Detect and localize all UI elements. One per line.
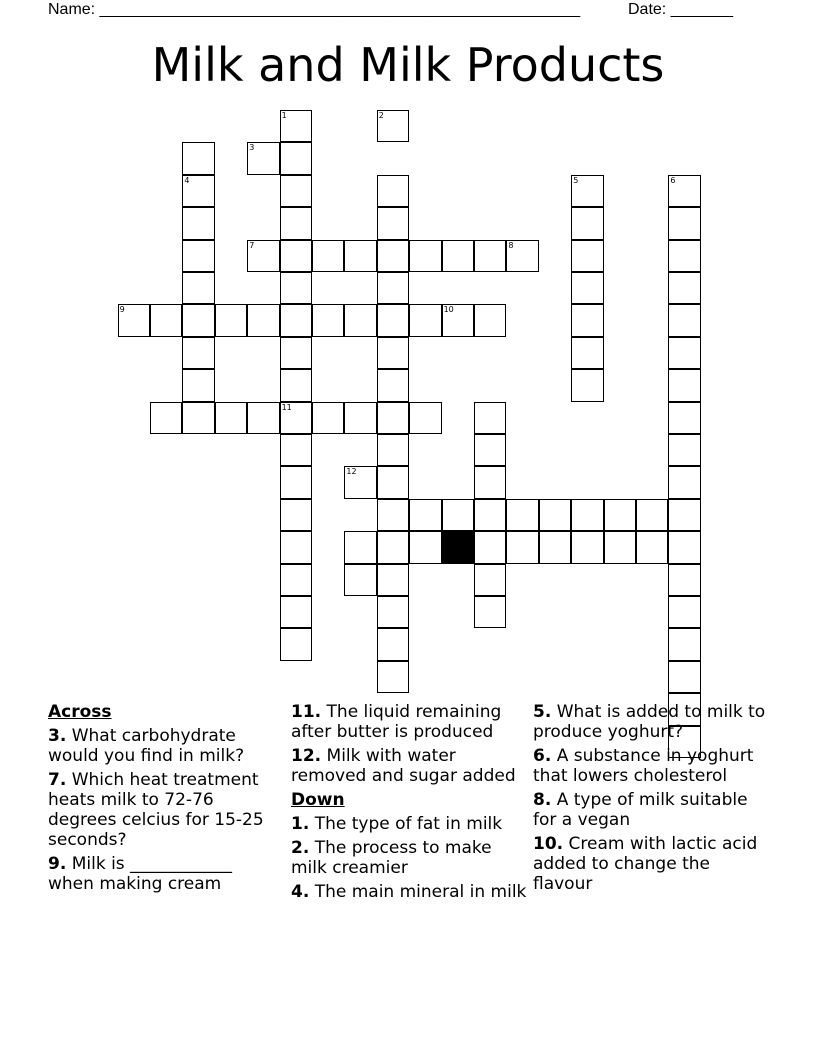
- crossword-cell[interactable]: [442, 240, 474, 272]
- crossword-cell[interactable]: [280, 434, 312, 466]
- crossword-cell[interactable]: [668, 628, 700, 660]
- clues-column-1: [48, 702, 283, 898]
- crossword-cell[interactable]: [377, 661, 409, 693]
- crossword-cell[interactable]: [571, 531, 603, 563]
- crossword-cell[interactable]: [571, 272, 603, 304]
- crossword-cell[interactable]: [280, 466, 312, 498]
- crossword-cell[interactable]: [474, 466, 506, 498]
- crossword-cell[interactable]: [442, 499, 474, 531]
- crossword-cell[interactable]: [182, 402, 214, 434]
- clue-across-12: 12. Milk with water removed and sugar added: [291, 746, 516, 786]
- crossword-cell[interactable]: [344, 531, 376, 563]
- crossword-cell[interactable]: [182, 369, 214, 401]
- crossword-cell[interactable]: [668, 175, 700, 207]
- crossword-cell[interactable]: [409, 240, 441, 272]
- crossword-cell[interactable]: [668, 207, 700, 239]
- crossword-cell[interactable]: [280, 175, 312, 207]
- crossword-cell[interactable]: [636, 531, 668, 563]
- crossword-cell[interactable]: [377, 466, 409, 498]
- crossword-cell[interactable]: [182, 240, 214, 272]
- crossword-cell[interactable]: [668, 596, 700, 628]
- crossword-cell[interactable]: [571, 499, 603, 531]
- crossword-cell[interactable]: [344, 564, 376, 596]
- crossword-cell[interactable]: [377, 531, 409, 563]
- clue-number: 6: [670, 175, 676, 185]
- down-heading: Down: [291, 790, 345, 810]
- crossword-cell[interactable]: [182, 304, 214, 336]
- crossword-cell[interactable]: [312, 402, 344, 434]
- crossword-cell[interactable]: [312, 304, 344, 336]
- crossword-cell[interactable]: [377, 240, 409, 272]
- crossword-cell[interactable]: [377, 564, 409, 596]
- crossword-cell[interactable]: [182, 175, 214, 207]
- crossword-cell[interactable]: [280, 369, 312, 401]
- crossword-cell[interactable]: [474, 499, 506, 531]
- crossword-cell[interactable]: [280, 628, 312, 660]
- crossword-cell[interactable]: [506, 531, 538, 563]
- crossword-cell[interactable]: [344, 240, 376, 272]
- crossword-cell[interactable]: [409, 499, 441, 531]
- clue-down-5: 5. What is added to milk to produce yoghurt?: [533, 702, 766, 742]
- crossword-cell[interactable]: [377, 207, 409, 239]
- clue-number: 8: [508, 240, 514, 250]
- crossword-cell[interactable]: [247, 240, 279, 272]
- crossword-cell[interactable]: [377, 272, 409, 304]
- crossword-cell[interactable]: [668, 434, 700, 466]
- crossword-cell[interactable]: [668, 337, 700, 369]
- clue-number: 5: [573, 175, 579, 185]
- crossword-cell[interactable]: [539, 531, 571, 563]
- crossword-cell[interactable]: [409, 531, 441, 563]
- crossword-cell[interactable]: [377, 434, 409, 466]
- crossword-cell[interactable]: [377, 175, 409, 207]
- crossword-cell[interactable]: [377, 337, 409, 369]
- crossword-cell[interactable]: [280, 499, 312, 531]
- crossword-cell[interactable]: [118, 304, 150, 336]
- crossword-cell[interactable]: [668, 240, 700, 272]
- crossword-cell[interactable]: [344, 402, 376, 434]
- crossword-cell[interactable]: [280, 596, 312, 628]
- crossword-cell[interactable]: [377, 369, 409, 401]
- crossword-cell[interactable]: [247, 402, 279, 434]
- clue-number: 1: [281, 111, 287, 120]
- clue-across-7: 7. Which heat treatment heats milk to 72-76 degrees celcius for 15-25 seconds?: [48, 770, 264, 850]
- clue-number: 4: [184, 175, 190, 185]
- crossword-cell[interactable]: [182, 207, 214, 239]
- clue-down-6: 6. A substance in yoghurt that lowers cholesterol: [533, 746, 754, 786]
- crossword-cell[interactable]: [247, 142, 279, 174]
- crossword-cell[interactable]: [377, 110, 409, 142]
- crossword-cell[interactable]: [280, 564, 312, 596]
- clue-down-8: 8. A type of milk suitable for a vegan: [533, 790, 748, 830]
- crossword-cell[interactable]: [668, 466, 700, 498]
- crossword-cell[interactable]: [668, 402, 700, 434]
- crossword-cell[interactable]: [182, 142, 214, 174]
- crossword-cell[interactable]: [280, 110, 312, 142]
- crossword-cell[interactable]: [571, 240, 603, 272]
- crossword-cell[interactable]: [474, 434, 506, 466]
- crossword-cell[interactable]: [150, 402, 182, 434]
- crossword-cell[interactable]: [344, 466, 376, 498]
- clue-down-10: 10. Cream with lactic acid added to change the flavour: [533, 834, 758, 894]
- crossword-cell[interactable]: [377, 596, 409, 628]
- crossword-cell[interactable]: [571, 207, 603, 239]
- crossword-cell[interactable]: [539, 499, 571, 531]
- clue-number: 12: [346, 467, 357, 477]
- crossword-cell[interactable]: [280, 240, 312, 272]
- crossword-cell[interactable]: [668, 369, 700, 401]
- crossword-cell[interactable]: [474, 531, 506, 563]
- crossword-cell[interactable]: [182, 337, 214, 369]
- clue-down-1: 1. The type of fat in milk: [291, 814, 503, 834]
- crossword-cell[interactable]: [474, 240, 506, 272]
- clue-down-4: 4. The main mineral in milk: [291, 882, 527, 902]
- crossword-cell[interactable]: [571, 337, 603, 369]
- crossword-cell[interactable]: [377, 499, 409, 531]
- crossword-cell[interactable]: [668, 304, 700, 336]
- clue-across-3: 3. What carbohydrate would you find in milk?: [48, 726, 245, 766]
- crossword-cell[interactable]: [571, 369, 603, 401]
- crossword-cell[interactable]: [280, 402, 312, 434]
- crossword-cell[interactable]: [506, 240, 538, 272]
- clue-number: 11: [281, 402, 292, 412]
- clues-column-2: [291, 702, 531, 906]
- crossword-cell[interactable]: [668, 531, 700, 563]
- crossword-cell[interactable]: [409, 402, 441, 434]
- crossword-cell[interactable]: [636, 499, 668, 531]
- crossword-cell[interactable]: [474, 596, 506, 628]
- crossword-cell[interactable]: [280, 142, 312, 174]
- date-field[interactable]: Date: _______: [628, 1, 733, 18]
- clue-number: 3: [249, 143, 255, 153]
- crossword-cell[interactable]: [377, 628, 409, 660]
- crossword-cell[interactable]: [604, 499, 636, 531]
- clue-number: 10: [443, 305, 454, 315]
- crossword-cell[interactable]: [474, 564, 506, 596]
- crossword-cell[interactable]: [215, 402, 247, 434]
- crossword-cell[interactable]: [474, 402, 506, 434]
- crossword-cell[interactable]: [668, 661, 700, 693]
- name-field[interactable]: Name: ______________________________________________________: [48, 1, 581, 18]
- crossword-cell[interactable]: [247, 304, 279, 336]
- crossword-cell[interactable]: [280, 207, 312, 239]
- clue-down-2: 2. The process to make milk creamier: [291, 838, 492, 878]
- clue-across-11: 11. The liquid remaining after butter is produced: [291, 702, 502, 742]
- crossword-cell[interactable]: [280, 531, 312, 563]
- page-title: Milk and Milk Products: [151, 38, 665, 92]
- crossword-cell[interactable]: [668, 499, 700, 531]
- crossword-cell[interactable]: [280, 304, 312, 336]
- crossword-cell[interactable]: [474, 304, 506, 336]
- crossword-cell[interactable]: [668, 564, 700, 596]
- clue-number: 7: [249, 240, 255, 250]
- crossword-cell[interactable]: [377, 402, 409, 434]
- crossword-cell[interactable]: [604, 531, 636, 563]
- crossword-cell[interactable]: [150, 304, 182, 336]
- clues-column-3: [533, 702, 773, 898]
- crossword-cell[interactable]: [571, 175, 603, 207]
- crossword-cell[interactable]: [280, 272, 312, 304]
- crossword-cell[interactable]: [442, 304, 474, 336]
- clue-across-9: 9. Milk is ____________ when making cream: [48, 854, 233, 894]
- crossword-block-cell: [442, 531, 474, 563]
- crossword-cell[interactable]: [409, 304, 441, 336]
- crossword-cell[interactable]: [280, 337, 312, 369]
- crossword-cell[interactable]: [344, 304, 376, 336]
- crossword-cell[interactable]: [377, 304, 409, 336]
- crossword-cell[interactable]: [182, 272, 214, 304]
- crossword-cell[interactable]: [215, 304, 247, 336]
- clue-number: 9: [119, 305, 125, 315]
- across-heading: Across: [48, 702, 112, 722]
- crossword-cell[interactable]: [312, 240, 344, 272]
- clue-number: 2: [378, 111, 384, 120]
- crossword-cell[interactable]: [668, 272, 700, 304]
- crossword-cell[interactable]: [506, 499, 538, 531]
- crossword-cell[interactable]: [571, 304, 603, 336]
